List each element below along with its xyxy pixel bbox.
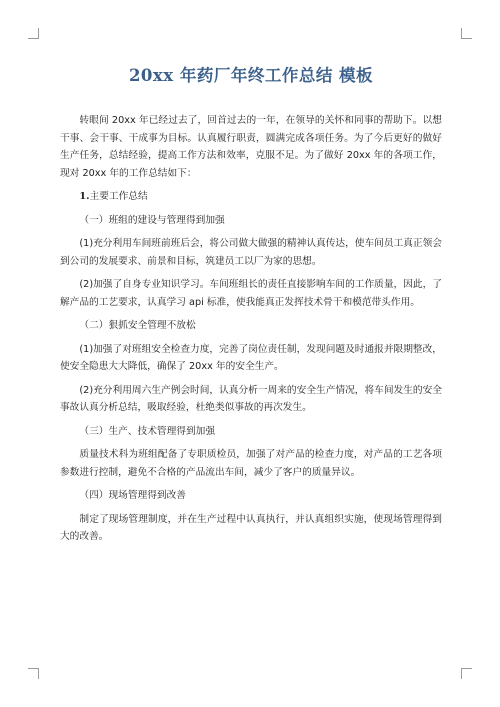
section-heading-main-work xyxy=(60,188,442,206)
paragraph-site-management: 制定了现场管理制度，并在生产过程中认真执行，并认真组织实施，使现场管理得到大的改善。 xyxy=(60,513,442,542)
paragraph-team-meetings: (1)充分利用车间班前班后会，将公司做大做强的精神认真传达，使车间员工真正领会到公司的发展要求、前景和目标，筑建员工以厂为家的思想。 xyxy=(60,238,442,267)
paragraph-professional-study: (2)加强了自身专业知识学习。车间班组长的责任直接影响车间的工作质量，因此，了解产品的工艺要求，认真学习 api 标准，使我能真正发挥技术骨干和模范带头作用。 xyxy=(60,279,442,308)
section-title: 主要工作总结 xyxy=(89,191,148,202)
page-corner-mark-bottom-left xyxy=(28,668,39,679)
subsection-heading-production-tech: （三）生产、技术管理得到加强 xyxy=(79,425,216,437)
subsection-heading-site-management: （四）现场管理得到改善 xyxy=(79,490,186,501)
document-page xyxy=(60,62,442,552)
subsection-heading-safety: （二）狠抓安全管理不放松 xyxy=(79,320,196,331)
paragraph-safety-meetings: (2)充分利用周六生产例会时间，认真分析一周来的安全生产情况，将车间发生的安全事故认真分析总结，吸取经验，杜绝类似事故的再次发生。 xyxy=(60,384,442,413)
section-number: 1. xyxy=(79,191,90,202)
intro-paragraph: 转眼间 20xx 年已经过去了，回首过去的一年，在领导的关怀和同事的帮助下。以想干事、会干事、干成事为目标。认真履行职责，圆满完成各项任务。为了今后更好的做好生产任务，总结经验，提高工作方法和效率，克服不足。为了做好 20xx 年的各项工作，现对 20xx 年的工作总结如下： xyxy=(60,115,442,179)
paragraph-safety-inspection: (1)加强了对班组安全检查力度，完善了岗位责任制，发现问题及时通报并限期整改，使安全隐患大大降低，确保了 20xx 年的安全生产。 xyxy=(60,343,442,372)
document-title: 20xx 年药厂年终工作总结 模板 xyxy=(128,66,374,85)
page-corner-mark-bottom-right xyxy=(461,668,472,679)
paragraph-quality-inspection: 质量技术科为班组配备了专职质检员，加强了对产品的检查力度，对产品的工艺各项参数进行控制，避免不合格的产品流出车间，减少了客户的质量异议。 xyxy=(60,449,442,478)
page-corner-mark-top-left xyxy=(28,28,39,39)
subsection-heading-team-building: （一）班组的建设与管理得到加强 xyxy=(79,214,225,226)
page-corner-mark-top-right xyxy=(461,28,472,39)
